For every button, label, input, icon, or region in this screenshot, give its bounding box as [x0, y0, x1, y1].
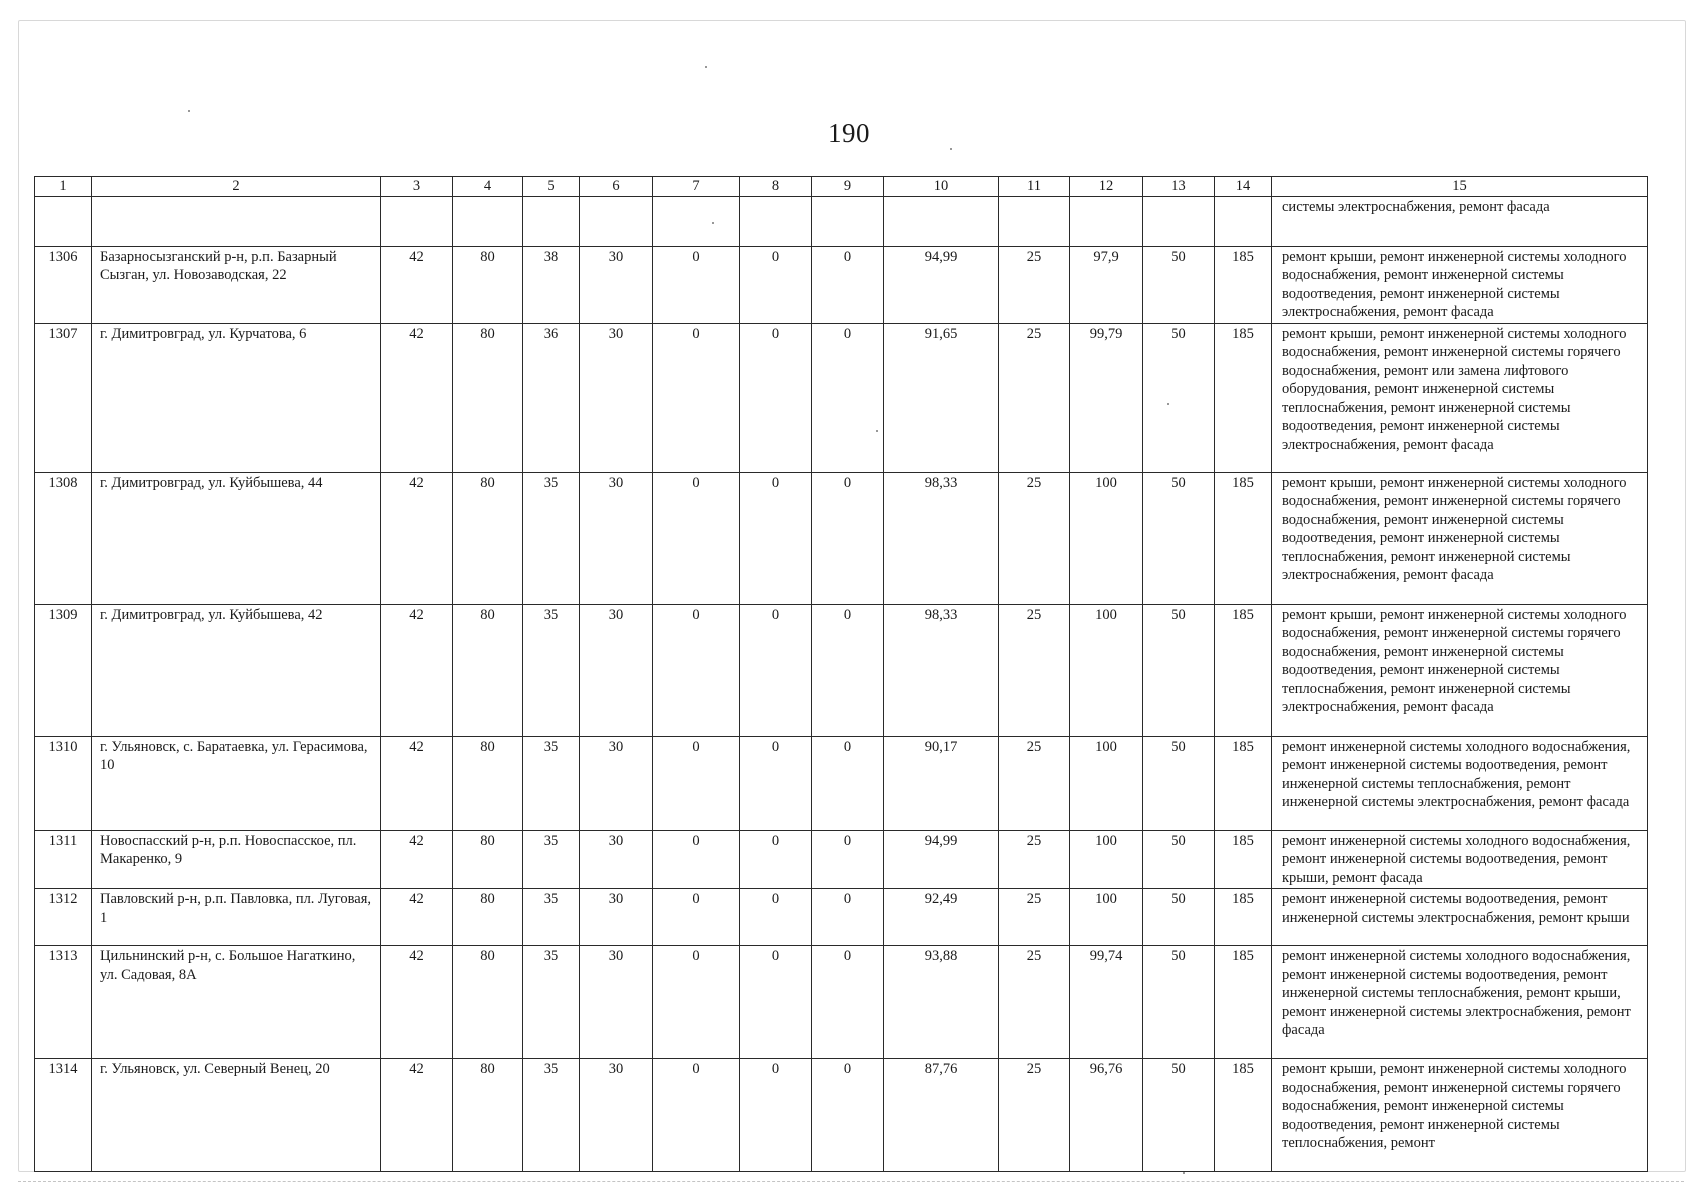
value-cell: 36	[523, 323, 580, 472]
value-cell: 0	[653, 889, 740, 946]
value-cell: 80	[453, 830, 523, 889]
page-number: 190	[828, 118, 870, 148]
value-cell: 35	[523, 472, 580, 604]
value-cell: 25	[999, 246, 1070, 323]
empty-cell	[1215, 196, 1272, 246]
value-cell: 97,9	[1070, 246, 1143, 323]
empty-cell	[580, 196, 653, 246]
value-cell: 98,33	[884, 604, 999, 736]
value-cell: 50	[1143, 889, 1215, 946]
value-cell: 0	[653, 246, 740, 323]
value-cell: 25	[999, 323, 1070, 472]
scan-speck	[1183, 1172, 1185, 1174]
column-header: 11	[999, 177, 1070, 197]
works-cell: ремонт крыши, ремонт инженерной системы холодного водоснабжения, ремонт инженерной системы горячего водоснабжения, ремонт инженерной системы водоотведения, ремонт инженерной системы теплоснабжения, ремонт	[1272, 1059, 1648, 1172]
column-header: 6	[580, 177, 653, 197]
value-cell: 99,79	[1070, 323, 1143, 472]
column-header: 4	[453, 177, 523, 197]
address-cell: Павловский р-н, р.п. Павловка, пл. Луговая, 1	[92, 889, 381, 946]
empty-cell	[1070, 196, 1143, 246]
value-cell: 25	[999, 830, 1070, 889]
value-cell: 0	[740, 736, 812, 830]
header-row	[35, 177, 1648, 197]
address-cell: г. Ульяновск, ул. Северный Венец, 20	[92, 1059, 381, 1172]
works-cell: системы электроснабжения, ремонт фасада	[1272, 196, 1648, 246]
address-cell: г. Димитровград, ул. Курчатова, 6	[92, 323, 381, 472]
works-cell: ремонт инженерной системы холодного водоснабжения, ремонт инженерной системы водоотведения, ремонт крыши, ремонт фасада	[1272, 830, 1648, 889]
value-cell: 25	[999, 946, 1070, 1059]
value-cell: 80	[453, 323, 523, 472]
value-cell: 0	[812, 830, 884, 889]
address-cell: Цильнинский р-н, с. Большое Нагаткино, ул. Садовая, 8А	[92, 946, 381, 1059]
value-cell: 30	[580, 604, 653, 736]
works-cell: ремонт инженерной системы холодного водоснабжения, ремонт инженерной системы водоотведения, ремонт инженерной системы теплоснабжения, ремонт крыши, ремонт инженерной системы электроснабжения, ремонт фасада	[1272, 946, 1648, 1059]
row-number-cell: 1310	[35, 736, 92, 830]
value-cell: 42	[381, 736, 453, 830]
value-cell: 25	[999, 604, 1070, 736]
value-cell: 0	[653, 472, 740, 604]
column-header: 10	[884, 177, 999, 197]
value-cell: 98,33	[884, 472, 999, 604]
value-cell: 0	[653, 1059, 740, 1172]
value-cell: 80	[453, 604, 523, 736]
column-header: 12	[1070, 177, 1143, 197]
value-cell: 80	[453, 1059, 523, 1172]
column-header: 8	[740, 177, 812, 197]
value-cell: 35	[523, 946, 580, 1059]
empty-cell	[1143, 196, 1215, 246]
works-cell: ремонт крыши, ремонт инженерной системы холодного водоснабжения, ремонт инженерной системы горячего водоснабжения, ремонт инженерной системы водоотведения, ремонт инженерной системы теплоснабжения, ремонт инженерной системы электроснабжения, ремонт фасада	[1272, 604, 1648, 736]
column-header: 14	[1215, 177, 1272, 197]
value-cell: 93,88	[884, 946, 999, 1059]
scan-speck	[188, 110, 190, 112]
empty-cell	[35, 196, 92, 246]
address-cell: Базарносызганский р-н, р.п. Базарный Сызган, ул. Новозаводская, 22	[92, 246, 381, 323]
column-header: 7	[653, 177, 740, 197]
value-cell: 185	[1215, 472, 1272, 604]
table-row	[35, 889, 1648, 946]
empty-cell	[381, 196, 453, 246]
value-cell: 80	[453, 246, 523, 323]
works-cell: ремонт крыши, ремонт инженерной системы холодного водоснабжения, ремонт инженерной системы водоотведения, ремонт инженерной системы электроснабжения, ремонт фасада	[1272, 246, 1648, 323]
value-cell: 30	[580, 472, 653, 604]
address-cell: г. Ульяновск, с. Баратаевка, ул. Герасимова, 10	[92, 736, 381, 830]
value-cell: 80	[453, 472, 523, 604]
value-cell: 0	[812, 736, 884, 830]
value-cell: 30	[580, 830, 653, 889]
row-number-cell: 1309	[35, 604, 92, 736]
value-cell: 42	[381, 472, 453, 604]
table-row	[35, 736, 1648, 830]
empty-cell	[999, 196, 1070, 246]
value-cell: 30	[580, 889, 653, 946]
value-cell: 30	[580, 946, 653, 1059]
table-row	[35, 604, 1648, 736]
row-number-cell: 1311	[35, 830, 92, 889]
value-cell: 94,99	[884, 246, 999, 323]
value-cell: 90,17	[884, 736, 999, 830]
value-cell: 80	[453, 946, 523, 1059]
row-number-cell: 1312	[35, 889, 92, 946]
value-cell: 94,99	[884, 830, 999, 889]
address-cell: г. Димитровград, ул. Куйбышева, 44	[92, 472, 381, 604]
scan-edge	[18, 1181, 1684, 1182]
value-cell: 0	[653, 830, 740, 889]
value-cell: 35	[523, 889, 580, 946]
value-cell: 0	[740, 472, 812, 604]
data-table	[34, 176, 1648, 1172]
value-cell: 25	[999, 1059, 1070, 1172]
value-cell: 0	[740, 946, 812, 1059]
column-header: 5	[523, 177, 580, 197]
empty-cell	[884, 196, 999, 246]
value-cell: 25	[999, 889, 1070, 946]
scan-speck	[705, 66, 707, 68]
row-number-cell: 1314	[35, 1059, 92, 1172]
empty-cell	[453, 196, 523, 246]
column-header: 15	[1272, 177, 1648, 197]
value-cell: 0	[740, 246, 812, 323]
value-cell: 0	[812, 604, 884, 736]
value-cell: 0	[812, 946, 884, 1059]
value-cell: 0	[653, 323, 740, 472]
value-cell: 0	[812, 323, 884, 472]
value-cell: 50	[1143, 604, 1215, 736]
table-row	[35, 946, 1648, 1059]
column-header: 2	[92, 177, 381, 197]
row-number-cell: 1306	[35, 246, 92, 323]
empty-cell	[653, 196, 740, 246]
table-row	[35, 1059, 1648, 1172]
value-cell: 35	[523, 604, 580, 736]
value-cell: 42	[381, 946, 453, 1059]
value-cell: 0	[653, 604, 740, 736]
value-cell: 42	[381, 830, 453, 889]
table-row	[35, 830, 1648, 889]
value-cell: 99,74	[1070, 946, 1143, 1059]
value-cell: 100	[1070, 604, 1143, 736]
value-cell: 185	[1215, 830, 1272, 889]
table-row	[35, 246, 1648, 323]
works-cell: ремонт инженерной системы водоотведения, ремонт инженерной системы электроснабжения, ремонт крыши	[1272, 889, 1648, 946]
value-cell: 0	[653, 946, 740, 1059]
value-cell: 185	[1215, 246, 1272, 323]
empty-cell	[92, 196, 381, 246]
table-row	[35, 323, 1648, 472]
value-cell: 80	[453, 889, 523, 946]
value-cell: 100	[1070, 830, 1143, 889]
value-cell: 0	[812, 472, 884, 604]
value-cell: 35	[523, 736, 580, 830]
column-header: 3	[381, 177, 453, 197]
value-cell: 30	[580, 736, 653, 830]
value-cell: 30	[580, 1059, 653, 1172]
value-cell: 0	[740, 1059, 812, 1172]
value-cell: 25	[999, 472, 1070, 604]
value-cell: 185	[1215, 323, 1272, 472]
value-cell: 42	[381, 246, 453, 323]
value-cell: 0	[740, 889, 812, 946]
value-cell: 50	[1143, 246, 1215, 323]
value-cell: 35	[523, 830, 580, 889]
value-cell: 50	[1143, 830, 1215, 889]
value-cell: 80	[453, 736, 523, 830]
works-cell: ремонт крыши, ремонт инженерной системы холодного водоснабжения, ремонт инженерной системы горячего водоснабжения, ремонт инженерной системы водоотведения, ремонт инженерной системы теплоснабжения, ремонт инженерной системы электроснабжения, ремонт фасада	[1272, 472, 1648, 604]
value-cell: 185	[1215, 946, 1272, 1059]
value-cell: 96,76	[1070, 1059, 1143, 1172]
address-cell: Новоспасский р-н, р.п. Новоспасское, пл. Макаренко, 9	[92, 830, 381, 889]
value-cell: 30	[580, 246, 653, 323]
value-cell: 100	[1070, 736, 1143, 830]
value-cell: 0	[812, 1059, 884, 1172]
value-cell: 100	[1070, 889, 1143, 946]
row-number-cell: 1308	[35, 472, 92, 604]
column-header: 1	[35, 177, 92, 197]
value-cell: 42	[381, 323, 453, 472]
value-cell: 0	[653, 736, 740, 830]
value-cell: 35	[523, 1059, 580, 1172]
value-cell: 0	[812, 889, 884, 946]
value-cell: 87,76	[884, 1059, 999, 1172]
value-cell: 91,65	[884, 323, 999, 472]
row-number-cell: 1313	[35, 946, 92, 1059]
empty-cell	[740, 196, 812, 246]
value-cell: 25	[999, 736, 1070, 830]
empty-cell	[523, 196, 580, 246]
value-cell: 185	[1215, 604, 1272, 736]
value-cell: 38	[523, 246, 580, 323]
value-cell: 50	[1143, 1059, 1215, 1172]
address-cell: г. Димитровград, ул. Куйбышева, 42	[92, 604, 381, 736]
value-cell: 0	[740, 323, 812, 472]
value-cell: 0	[812, 246, 884, 323]
table-row	[35, 472, 1648, 604]
works-cell: ремонт инженерной системы холодного водоснабжения, ремонт инженерной системы водоотведения, ремонт инженерной системы теплоснабжения, ремонт инженерной системы электроснабжения, ремонт фасада	[1272, 736, 1648, 830]
value-cell: 50	[1143, 946, 1215, 1059]
value-cell: 30	[580, 323, 653, 472]
value-cell: 50	[1143, 323, 1215, 472]
value-cell: 50	[1143, 472, 1215, 604]
value-cell: 42	[381, 604, 453, 736]
works-cell: ремонт крыши, ремонт инженерной системы холодного водоснабжения, ремонт инженерной системы горячего водоснабжения, ремонт или замена лифтового оборудования, ремонт инженерной системы теплоснабжения, ремонт инженерной системы водоотведения, ремонт инженерной системы электроснабжения, ремонт фасада	[1272, 323, 1648, 472]
value-cell: 0	[740, 604, 812, 736]
empty-cell	[812, 196, 884, 246]
value-cell: 185	[1215, 889, 1272, 946]
value-cell: 92,49	[884, 889, 999, 946]
column-header: 9	[812, 177, 884, 197]
row-number-cell: 1307	[35, 323, 92, 472]
value-cell: 185	[1215, 736, 1272, 830]
value-cell: 50	[1143, 736, 1215, 830]
continuation-row	[35, 196, 1648, 246]
value-cell: 100	[1070, 472, 1143, 604]
value-cell: 185	[1215, 1059, 1272, 1172]
value-cell: 42	[381, 1059, 453, 1172]
value-cell: 42	[381, 889, 453, 946]
value-cell: 0	[740, 830, 812, 889]
column-header: 13	[1143, 177, 1215, 197]
